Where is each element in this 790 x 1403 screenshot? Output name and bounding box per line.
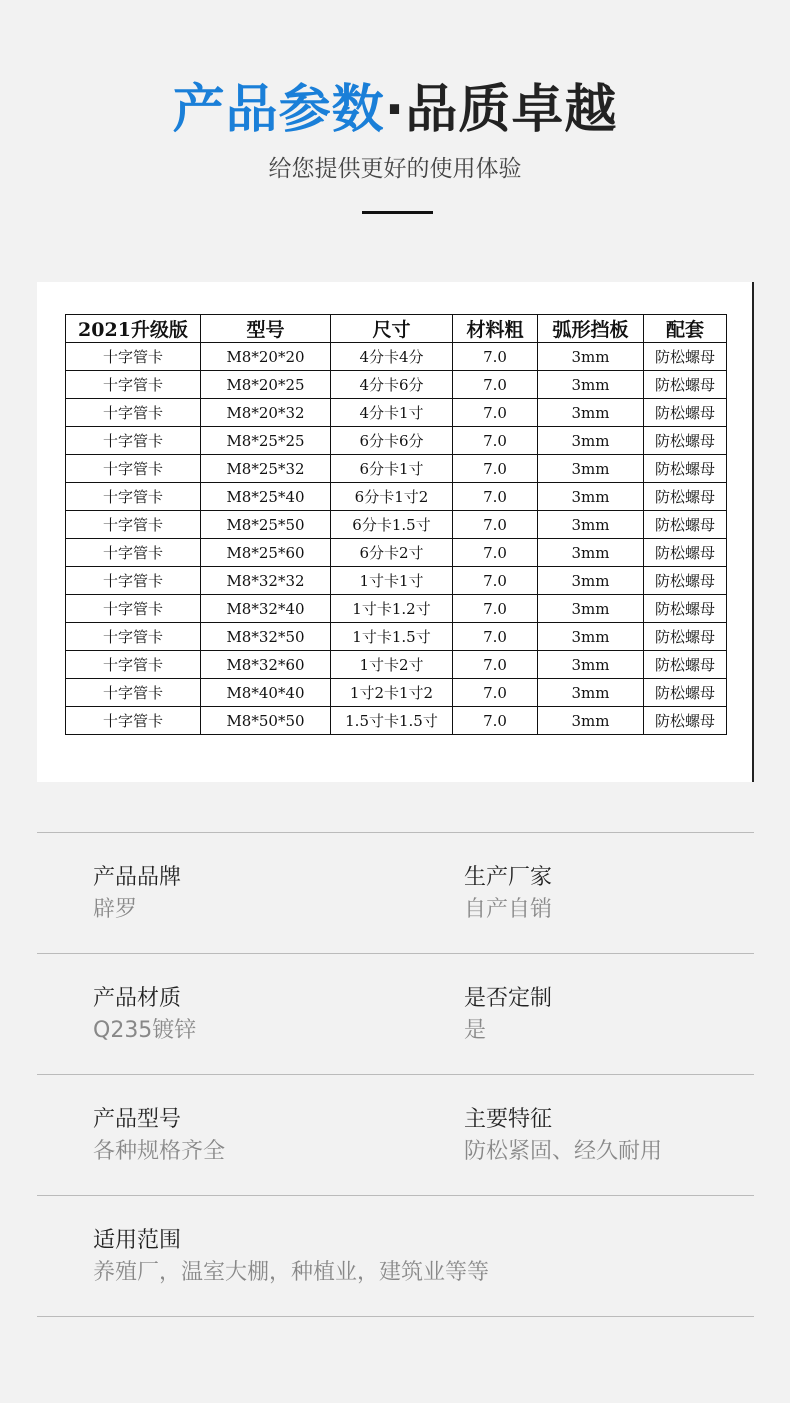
- table-row: [66, 511, 727, 539]
- spec-label: 产品品牌: [93, 865, 182, 890]
- spec-value: 防松紧固、经久耐用: [464, 1139, 663, 1164]
- table-header-cell: 2021升级版: [66, 315, 201, 343]
- table-cell: 7.0: [453, 483, 538, 511]
- table-cell: 6分卡1.5寸: [331, 511, 453, 539]
- spec-label: 生产厂家: [464, 865, 553, 890]
- table-cell: 7.0: [453, 343, 538, 371]
- table-cell: 十字管卡: [66, 567, 201, 595]
- title-highlight: 产品参数: [172, 80, 385, 140]
- table-cell: M8*20*20: [201, 343, 331, 371]
- table-row: [66, 567, 727, 595]
- table-cell: 3mm: [538, 707, 644, 735]
- table-row: [66, 399, 727, 427]
- table-cell: 7.0: [453, 399, 538, 427]
- table-cell: 十字管卡: [66, 595, 201, 623]
- table-cell: M8*50*50: [201, 707, 331, 735]
- table-cell: 6分卡1寸2: [331, 483, 453, 511]
- table-cell: 防松螺母: [644, 371, 727, 399]
- table-row: [66, 483, 727, 511]
- table-cell: M8*25*40: [201, 483, 331, 511]
- table-cell: 6分卡1寸: [331, 455, 453, 483]
- spec-item: [93, 863, 181, 927]
- spec-row: [37, 1074, 754, 1195]
- table-cell: 7.0: [453, 427, 538, 455]
- table-cell: 十字管卡: [66, 707, 201, 735]
- spec-label: 是否定制: [464, 986, 553, 1011]
- table-row: [66, 623, 727, 651]
- spec-value: Q235镀锌: [93, 1018, 197, 1043]
- table-cell: 4分卡4分: [331, 343, 453, 371]
- spec-row: [37, 1195, 754, 1317]
- table-row: [66, 539, 727, 567]
- spec-list: [37, 832, 754, 1317]
- table-cell: M8*32*50: [201, 623, 331, 651]
- table-row: [66, 343, 727, 371]
- table-cell: 7.0: [453, 539, 538, 567]
- title-main: 品质卓越: [405, 80, 618, 140]
- table-cell: 3mm: [538, 511, 644, 539]
- page-subtitle: 给您提供更好的使用体验: [268, 156, 522, 182]
- table-cell: 3mm: [538, 343, 644, 371]
- table-cell: 7.0: [453, 567, 538, 595]
- spec-item: [464, 863, 552, 927]
- table-row: [66, 707, 727, 735]
- table-cell: 十字管卡: [66, 511, 201, 539]
- spec-value: 是: [464, 1018, 487, 1043]
- spec-item: [464, 984, 552, 1048]
- table-cell: 3mm: [538, 483, 644, 511]
- table-cell: 1.5寸卡1.5寸: [331, 707, 453, 735]
- table-row: [66, 455, 727, 483]
- table-cell: 十字管卡: [66, 343, 201, 371]
- spec-label: 适用范围: [93, 1228, 182, 1253]
- spec-value: 养殖厂，温室大棚，种植业，建筑业等等: [93, 1260, 490, 1285]
- table-cell: 3mm: [538, 623, 644, 651]
- table-cell: 7.0: [453, 651, 538, 679]
- spec-label: 产品材质: [93, 986, 182, 1011]
- table-cell: 3mm: [538, 399, 644, 427]
- table-cell: 防松螺母: [644, 399, 727, 427]
- table-row: [66, 427, 727, 455]
- table-cell: 7.0: [453, 707, 538, 735]
- table-cell: 4分卡6分: [331, 371, 453, 399]
- table-row: [66, 371, 727, 399]
- table-cell: 3mm: [538, 595, 644, 623]
- table-cell: 7.0: [453, 595, 538, 623]
- spec-label: 主要特征: [464, 1107, 553, 1132]
- table-row: [66, 595, 727, 623]
- table-cell: 4分卡1寸: [331, 399, 453, 427]
- table-cell: 3mm: [538, 651, 644, 679]
- table-cell: 十字管卡: [66, 399, 201, 427]
- table-cell: 防松螺母: [644, 483, 727, 511]
- table-cell: M8*32*40: [201, 595, 331, 623]
- table-cell: 7.0: [453, 511, 538, 539]
- table-cell: 防松螺母: [644, 455, 727, 483]
- table-cell: 防松螺母: [644, 623, 727, 651]
- table-cell: 1寸卡1.5寸: [331, 623, 453, 651]
- table-cell: 1寸卡1.2寸: [331, 595, 453, 623]
- table-cell: M8*20*32: [201, 399, 331, 427]
- table-cell: 6分卡6分: [331, 427, 453, 455]
- table-cell: M8*20*25: [201, 371, 331, 399]
- table-cell: 1寸卡2寸: [331, 651, 453, 679]
- spec-value: 自产自销: [464, 897, 553, 922]
- title-separator: ·: [384, 80, 406, 140]
- spec-label: 产品型号: [93, 1107, 182, 1132]
- table-cell: 3mm: [538, 567, 644, 595]
- table-cell: 7.0: [453, 455, 538, 483]
- table-cell: 防松螺母: [644, 539, 727, 567]
- table-cell: 十字管卡: [66, 623, 201, 651]
- page-title: [0, 78, 790, 142]
- table-cell: M8*32*32: [201, 567, 331, 595]
- table-cell: 防松螺母: [644, 651, 727, 679]
- spec-item: [93, 1105, 225, 1169]
- table-header-cell: 材料粗: [453, 315, 538, 343]
- spec-item: [93, 1226, 489, 1290]
- table-cell: 十字管卡: [66, 427, 201, 455]
- table-header-cell: 弧形挡板: [538, 315, 644, 343]
- table-cell: 防松螺母: [644, 511, 727, 539]
- spec-item: [464, 1105, 662, 1169]
- table-cell: 防松螺母: [644, 595, 727, 623]
- table-cell: M8*25*50: [201, 511, 331, 539]
- table-cell: M8*32*60: [201, 651, 331, 679]
- table-cell: 7.0: [453, 623, 538, 651]
- spec-value: 辟罗: [93, 897, 138, 922]
- spec-table-panel: [37, 282, 754, 782]
- table-cell: 7.0: [453, 679, 538, 707]
- spec-value: 各种规格齐全: [93, 1139, 226, 1164]
- table-cell: 十字管卡: [66, 455, 201, 483]
- table-cell: 3mm: [538, 679, 644, 707]
- table-cell: 3mm: [538, 371, 644, 399]
- table-cell: 3mm: [538, 539, 644, 567]
- spec-row: [37, 953, 754, 1074]
- table-cell: 十字管卡: [66, 483, 201, 511]
- table-cell: 十字管卡: [66, 651, 201, 679]
- table-cell: 3mm: [538, 427, 644, 455]
- table-cell: 7.0: [453, 371, 538, 399]
- table-cell: 6分卡2寸: [331, 539, 453, 567]
- table-cell: 防松螺母: [644, 567, 727, 595]
- table-cell: 防松螺母: [644, 679, 727, 707]
- table-cell: M8*40*40: [201, 679, 331, 707]
- table-cell: 防松螺母: [644, 707, 727, 735]
- table-row: [66, 651, 727, 679]
- table-header-cell: 尺寸: [331, 315, 453, 343]
- table-cell: 3mm: [538, 455, 644, 483]
- table-cell: 十字管卡: [66, 371, 201, 399]
- spec-row: [37, 832, 754, 953]
- table-cell: 1寸卡1寸: [331, 567, 453, 595]
- table-header-cell: 配套: [644, 315, 727, 343]
- table-cell: 1寸2卡1寸2: [331, 679, 453, 707]
- table-cell: M8*25*60: [201, 539, 331, 567]
- table-cell: 十字管卡: [66, 679, 201, 707]
- title-divider: [362, 211, 433, 214]
- table-row: [66, 679, 727, 707]
- table-cell: 十字管卡: [66, 539, 201, 567]
- table-cell: M8*25*32: [201, 455, 331, 483]
- table-body: [66, 343, 727, 735]
- table-cell: 防松螺母: [644, 343, 727, 371]
- spec-table: [65, 314, 727, 735]
- table-header-row: [66, 315, 727, 343]
- table-cell: 防松螺母: [644, 427, 727, 455]
- table-cell: M8*25*25: [201, 427, 331, 455]
- table-header-cell: 型号: [201, 315, 331, 343]
- spec-item: [93, 984, 196, 1048]
